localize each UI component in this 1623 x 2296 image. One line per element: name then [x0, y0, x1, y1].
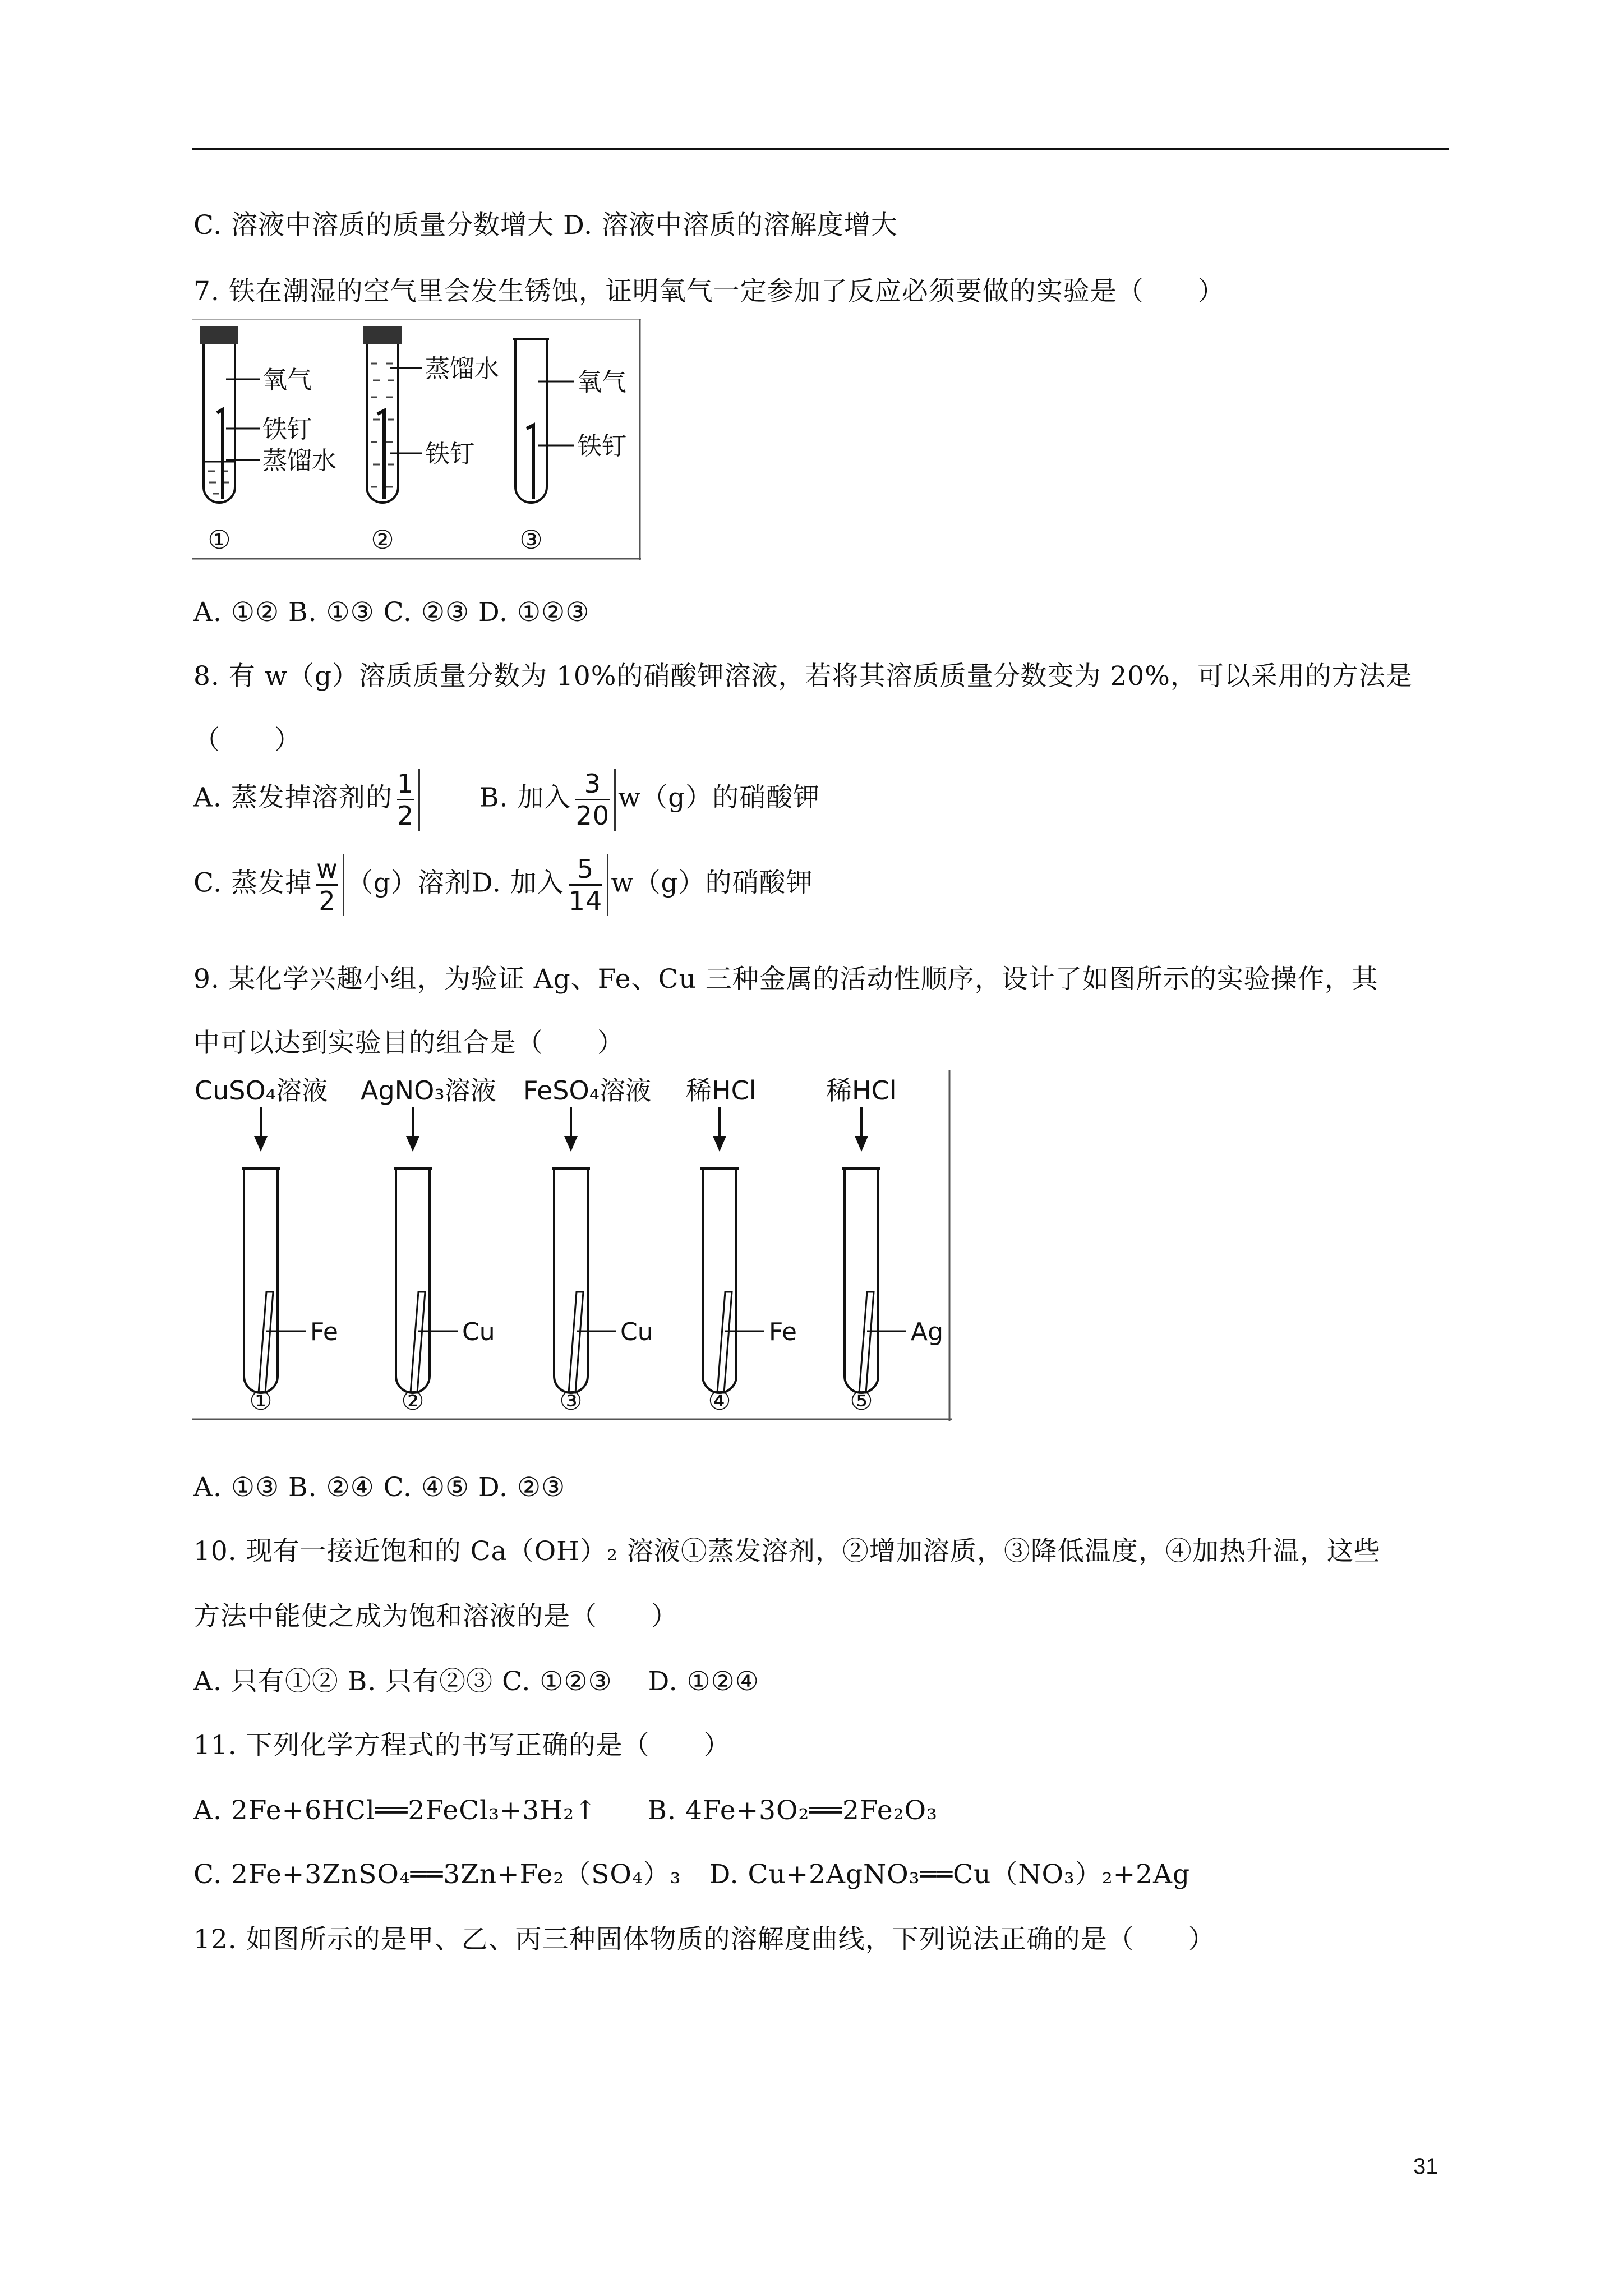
q9-number-3: ③ [559, 1386, 583, 1416]
q7-label-nail-3: 铁钉 [577, 432, 626, 461]
q11-options-cd [193, 1858, 1190, 1892]
q11-option-d: D. Cu+2AgNO₃══Cu（NO₃）₂+2Ag [709, 1859, 1191, 1890]
q9-stem-line1: 9. 某化学兴趣小组，为验证 Ag、Fe、Cu 三种金属的活动性顺序，设计了如图所示的实验操作，其 [193, 964, 1378, 995]
q9-metal-2: Cu [462, 1318, 495, 1346]
q9-number-2: ② [401, 1386, 425, 1416]
q11-option-b: B. 4Fe+3O₂══2Fe₂O₃ [647, 1795, 938, 1826]
q9-metal-1: Fe [310, 1318, 338, 1346]
q8-option-a-text: A. 蒸发掉溶剂的 [193, 782, 393, 813]
q10-stem-line1: 10. 现有一接近饱和的 Ca（OH）₂ 溶液①蒸发溶剂，②增加溶质，③降低温度，④加热升温，这些 [193, 1536, 1381, 1567]
q8-c-denominator: 2 [319, 886, 336, 916]
q8-option-b-tail: w（g）的硝酸钾 [617, 782, 820, 813]
q8-b-numerator: 3 [575, 769, 610, 800]
q9-number-1: ① [249, 1386, 273, 1416]
q8-option-c-fraction [314, 854, 344, 916]
q8-a-numerator: 1 [397, 769, 414, 800]
q7-label-nail-1: 铁钉 [262, 415, 312, 444]
q8-option-b-text: B. 加入 [479, 782, 571, 813]
q8-options-cd [193, 854, 813, 916]
q11-options-ab [193, 1794, 938, 1828]
q7-number-2: ② [371, 524, 394, 555]
q8-a-denominator: 2 [396, 800, 414, 831]
q9-stem-line2: 中可以达到实验目的组合是（ ） [193, 1028, 624, 1059]
q7-label-water-1: 蒸馏水 [262, 447, 336, 475]
q11-option-a: A. 2Fe+6HCl══2FeCl₃+3H₂↑ [193, 1795, 597, 1826]
q7-number-3: ③ [519, 524, 543, 555]
q8-stem: 8. 有 w（g）溶质质量分数为 10%的硝酸钾溶液，若将其溶质质量分数变为 20%，可以采用的方法是 [193, 661, 1413, 692]
header-rule [192, 148, 1449, 150]
q7-label-oxygen-3: 氧气 [577, 368, 626, 397]
q10-options: A. 只有①② B. 只有②③ C. ①②③ D. ①②④ [193, 1666, 759, 1697]
q8-options-ab [193, 769, 820, 831]
q12-stem: 12. 如图所示的是甲、乙、丙三种固体物质的溶解度曲线，下列说法正确的是（ ） [193, 1924, 1215, 1955]
q9-reagent-3: FeSO₄溶液 [523, 1075, 652, 1106]
q9-number-5: ⑤ [850, 1386, 873, 1416]
q8-option-a-fraction [395, 769, 420, 831]
q11-option-c: C. 2Fe+3ZnSO₄══3Zn+Fe₂（SO₄）₃ [193, 1859, 681, 1890]
q7-options: A. ①② B. ①③ C. ②③ D. ①②③ [193, 597, 590, 628]
q9-reagent-5: 稀HCl [826, 1075, 897, 1106]
q7-tube-1 [200, 326, 260, 503]
q7-label-oxygen-1: 氧气 [262, 366, 312, 394]
q9-metal-5: Ag [911, 1318, 944, 1346]
q6-options-cd: C. 溶液中溶质的质量分数增大 D. 溶液中溶质的溶解度增大 [193, 210, 898, 241]
q7-label-nail-2: 铁钉 [425, 440, 474, 468]
q8-option-c-tail: （g）溶剂 [346, 867, 472, 899]
q8-option-d-tail: w（g）的硝酸钾 [611, 867, 813, 899]
q9-options: A. ①③ B. ②④ C. ④⑤ D. ②③ [193, 1472, 566, 1503]
q9-metal-4: Fe [769, 1318, 797, 1346]
q10-stem-line2: 方法中能使之成为饱和溶液的是（ ） [193, 1601, 678, 1632]
q8-d-numerator: 5 [569, 854, 603, 886]
q8-option-d-fraction [566, 854, 609, 916]
q7-figure [192, 319, 641, 560]
q8-paren: （ ） [193, 725, 301, 756]
q7-label-water-2: 蒸馏水 [425, 355, 499, 383]
q7-number-1: ① [208, 524, 231, 555]
q9-reagent-4: 稀HCl [686, 1075, 757, 1106]
page-number: 31 [1413, 2154, 1438, 2179]
q9-number-4: ④ [708, 1386, 731, 1416]
q7-tube-3 [513, 339, 574, 503]
q8-c-numerator: w [316, 854, 338, 886]
q9-figure [192, 1070, 952, 1421]
q8-option-c-text: C. 蒸发掉 [193, 867, 312, 899]
q7-tube-2 [363, 326, 422, 503]
q8-b-denominator: 20 [575, 800, 610, 831]
q7-stem: 7. 铁在潮湿的空气里会发生锈蚀，证明氧气一定参加了反应必须要做的实验是（ ） [193, 276, 1225, 307]
q8-d-denominator: 14 [568, 886, 603, 916]
q9-reagent-2: AgNO₃溶液 [361, 1075, 496, 1106]
q8-option-b-fraction [573, 769, 616, 831]
q9-metal-3: Cu [620, 1318, 653, 1346]
q11-stem: 11. 下列化学方程式的书写正确的是（ ） [193, 1730, 731, 1761]
q9-reagent-1: CuSO₄溶液 [195, 1075, 328, 1106]
q8-option-d-text: D. 加入 [471, 867, 564, 899]
